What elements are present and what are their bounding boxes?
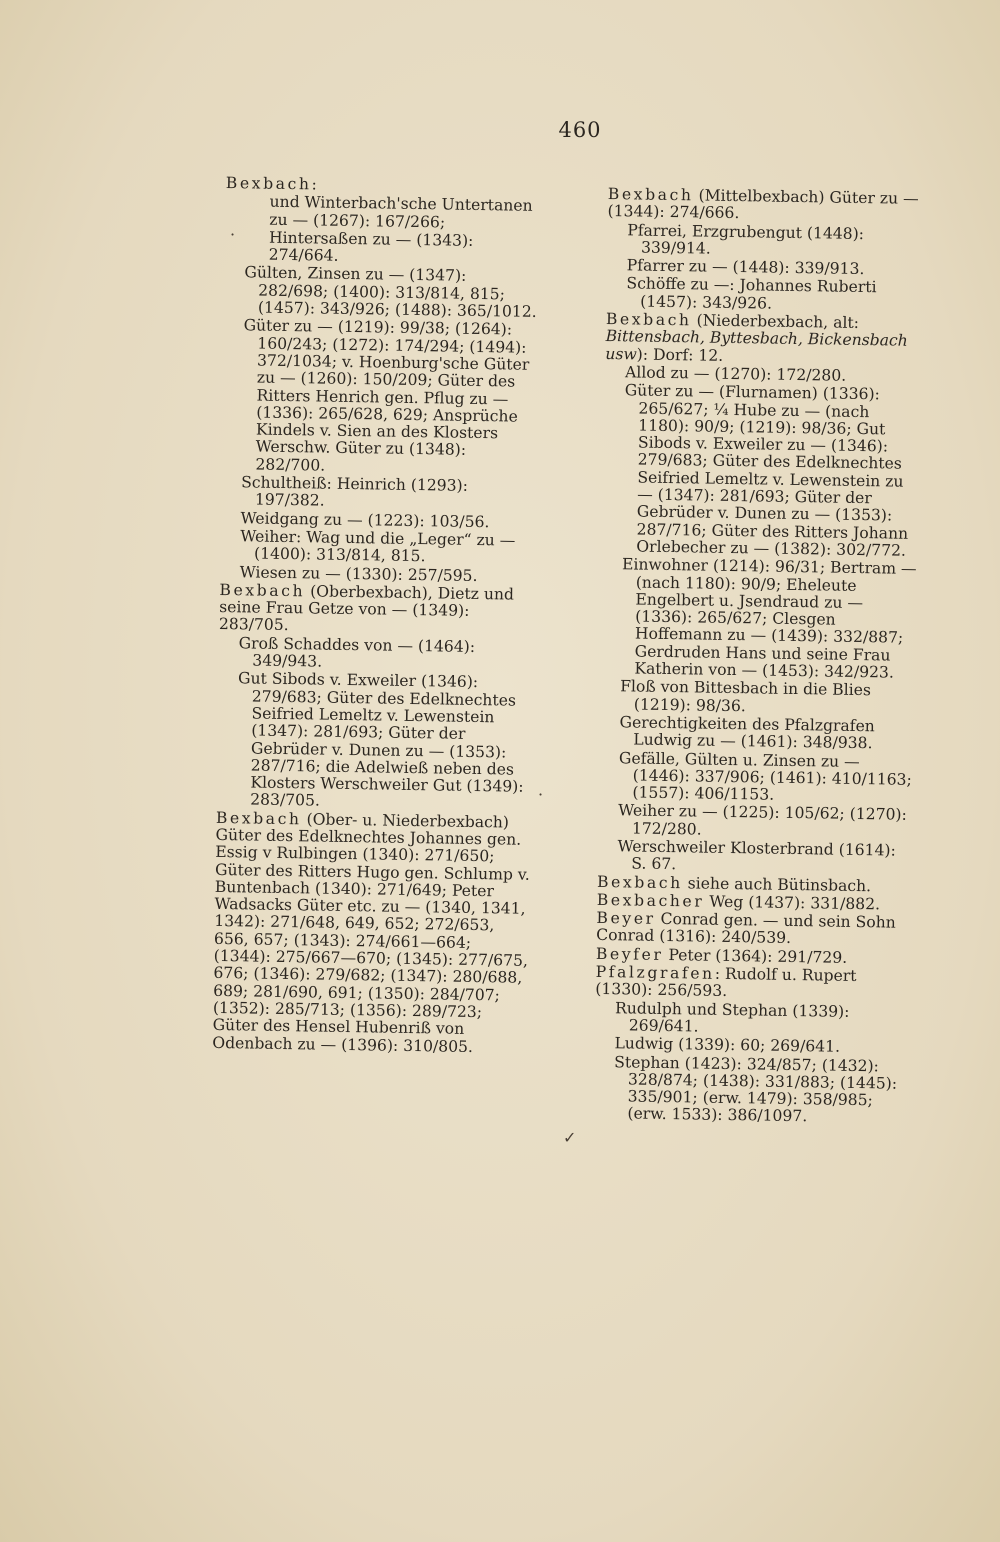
entry-text: Hintersaßen zu — (1343): 274/664. bbox=[268, 228, 474, 265]
entry-keyword: Beyfer bbox=[595, 944, 664, 964]
page-number: 460 bbox=[558, 118, 602, 142]
entry-text: Gülten, Zinsen zu — (1347): 282/698; (1400): 313/814, 815; (1457): 343/926; (1488): 365/1012. bbox=[244, 263, 537, 321]
entry-text: Conrad gen. — und sein Sohn Conrad (1316): 240/539. bbox=[596, 910, 896, 948]
entry-keyword: Bexbach bbox=[596, 872, 683, 892]
entry-keyword: Bexbach bbox=[215, 808, 302, 828]
entry-text: Floß von Bittesbach in die Blies (1219): 98/36. bbox=[619, 677, 872, 715]
index-entry bbox=[600, 678, 919, 718]
entry-keyword: Bexbach bbox=[225, 174, 312, 194]
entry-text: Stephan (1423): 324/857; (1432): 328/874; (1438): 331/883; (1445): 335/901; (erw. 1479): 358/985; (erw. 1533): 386/1097. bbox=[614, 1052, 898, 1126]
index-column-right bbox=[593, 186, 926, 1129]
entry-text: Allod zu — (1270): 172/280. bbox=[624, 363, 847, 385]
entry-text: Güter zu — (1219): 99/38; (1264): 160/243; (1272): 174/294; (1494): 372/1034; v. Hoenburg'sche Güter zu — (1260): 150/209; Güter des Ritters Henrich gen. Pflug zu — (1336): 265/628, 629; Ansprüche Kindels v. Sien an des Klosters Werschw. Güter zu (1348): 282/700. bbox=[243, 316, 530, 475]
index-entry bbox=[225, 229, 542, 269]
index-entry-heading bbox=[607, 186, 926, 226]
entry-text: Gerechtigkeiten des Pfalzgrafen Ludwig zu — (1461): 348/938. bbox=[619, 713, 875, 753]
entry-text: Pfarrei, Erzgrubengut (1448): 339/914. bbox=[627, 220, 865, 258]
entry-keyword: Bexbach bbox=[219, 580, 306, 601]
entry-italic-names: Bittensbach, Byttesbach, Bickensbach usw bbox=[605, 327, 908, 364]
entry-text: Weg (1437): 331/882. bbox=[704, 892, 881, 914]
entry-text: Weiher: Wag und die „Leger“ zu — (1400): 313/814, 815. bbox=[240, 527, 516, 566]
index-entry bbox=[224, 264, 541, 321]
check-mark-icon: ✓ bbox=[563, 1128, 577, 1147]
index-entry bbox=[220, 528, 537, 568]
entry-text: Weiher zu — (1225): 105/62; (1270): 172/280. bbox=[618, 801, 907, 839]
entry-text: Güter zu — (Flurnamen) (1336): 265/627; ¼ Hube zu — (nach 1180): 90/9; (1219): 98/36; Gut Sibods v. Exweiler zu — (1346): 279/683; Güter des Edelknechtes Seifried Lemeltz v. Lewenstein zu — (1347): 281/693; Güter der Gebrüder v. Dunen zu — (1353): 287/716; Güter des Ritters Johann Orlebecher zu — (1382): 302/772. bbox=[624, 381, 909, 560]
entry-text: Peter (1364): 291/729. bbox=[663, 945, 848, 967]
ink-dot-icon: · bbox=[538, 785, 544, 804]
entry-text: Pfarrer zu — (1448): 339/913. bbox=[626, 256, 865, 279]
index-entry bbox=[602, 382, 923, 560]
entry-text: (Mittelbexbach) Güter zu — (1344): 274/666. bbox=[607, 186, 919, 223]
index-column-left bbox=[212, 175, 542, 1058]
index-entry bbox=[600, 556, 920, 682]
entry-text: : bbox=[311, 175, 318, 194]
index-entry bbox=[218, 635, 535, 675]
index-entry bbox=[599, 714, 918, 754]
index-entry bbox=[221, 474, 538, 514]
entry-text: Gefälle, Gülten u. Zinsen zu — (1446): 337/906; (1461): 410/1163; (1557): 406/1153. bbox=[618, 748, 912, 804]
entry-text: Werschweiler Klosterbrand (1614): S. 67. bbox=[617, 837, 896, 874]
entry-text: Ludwig (1339): 60; 269/641. bbox=[614, 1034, 841, 1056]
index-entry bbox=[593, 1053, 912, 1127]
entry-keyword: Beyer bbox=[596, 909, 656, 929]
entry-text-tail: ): Dorf: 12. bbox=[636, 345, 724, 365]
index-entry bbox=[595, 1000, 914, 1040]
index-entry bbox=[606, 275, 925, 315]
entry-keyword: Bexbach bbox=[605, 310, 692, 330]
index-entry-heading bbox=[595, 964, 914, 1004]
entry-text: (Niederbexbach, alt: bbox=[691, 311, 860, 333]
entry-text: (Oberbexbach), Dietz und seine Frau Getze von — (1349): 283/705. bbox=[218, 582, 515, 635]
index-entry bbox=[598, 749, 917, 806]
index-entry bbox=[607, 222, 926, 262]
entry-text: Gut Sibods v. Exweiler (1346): 279/683; Güter des Edelknechtes Seifried Lemeltz v. Lewenstein (1347): 281/693; Güter der Gebrüder v. Dunen zu — (1353): 287/716; die Adelwieß neben des Klosters Werschweiler Gut (1349): 283/705. bbox=[237, 669, 524, 810]
entry-text: Weidgang zu — (1223): 103/56. bbox=[240, 508, 490, 531]
pencil-tick-icon: · bbox=[230, 225, 236, 244]
entry-text: Schöffe zu —: Johannes Ruberti (1457): 343/926. bbox=[626, 274, 877, 313]
entry-text: siehe auch Bütinsbach. bbox=[682, 873, 872, 895]
entry-text: und Winterbach'sche Untertanen zu — (1267): 167/266; bbox=[269, 192, 533, 232]
entry-keyword: Pfalzgrafen bbox=[595, 962, 715, 983]
entry-text: Rudulph und Stephan (1339): 269/641. bbox=[614, 998, 850, 1036]
entry-keyword: Bexbacher bbox=[596, 890, 705, 911]
entry-text: (Ober- u. Niederbexbach) Güter des Edelknechtes Johannes gen. Essig v Rulbingen (1340): 271/650; Güter des Ritters Hugo gen. Schlump v. Buntenbach (1340): 271/649; Peter Wadsacks Güter etc. zu — (1340, 1341, 1342): 271/648, 649, 652; 272/653, 656, 657; (1343): 274/661—664; (1344): 275/667—670; (1345): 277/675, 676; (1346): 279/682; (1347): 280/688, 689; 281/690, 691; (1350): 284/707; (1352): 285/713; (1356): 289/723; Güter des Hensel Hubenriß von Odenbach zu — (1396): 310/805. bbox=[212, 809, 530, 1056]
index-entry bbox=[216, 670, 534, 813]
index-entry bbox=[225, 193, 542, 233]
entry-text: : Rudolf u. Rupert (1330): 256/593. bbox=[595, 964, 857, 1001]
entry-keyword: Bexbach bbox=[607, 185, 694, 205]
entry-text: Groß Schaddes von — (1464): 349/943. bbox=[238, 633, 476, 671]
entry-text: Einwohner (1214): 96/31; Bertram — (nach 1180): 90/9; Eheleute Engelbert u. Jsendraud zu — (1336): 265/627; Clesgen Hoffemann zu — (1439): 332/887; Gerdruden Hans und seine Frau Katherin von — (1453): 342/923. bbox=[621, 555, 917, 682]
entry-text: Schultheiß: Heinrich (1293): 197/382. bbox=[241, 473, 469, 510]
index-entry bbox=[597, 838, 916, 878]
index-entry bbox=[221, 317, 539, 478]
index-entry-heading bbox=[605, 311, 924, 368]
entry-text: Wiesen zu — (1330): 257/595. bbox=[239, 562, 478, 585]
index-entry-heading bbox=[212, 810, 532, 1057]
index-entry bbox=[598, 802, 917, 842]
index-entry-heading bbox=[219, 582, 536, 639]
index-entry-heading bbox=[596, 910, 915, 950]
